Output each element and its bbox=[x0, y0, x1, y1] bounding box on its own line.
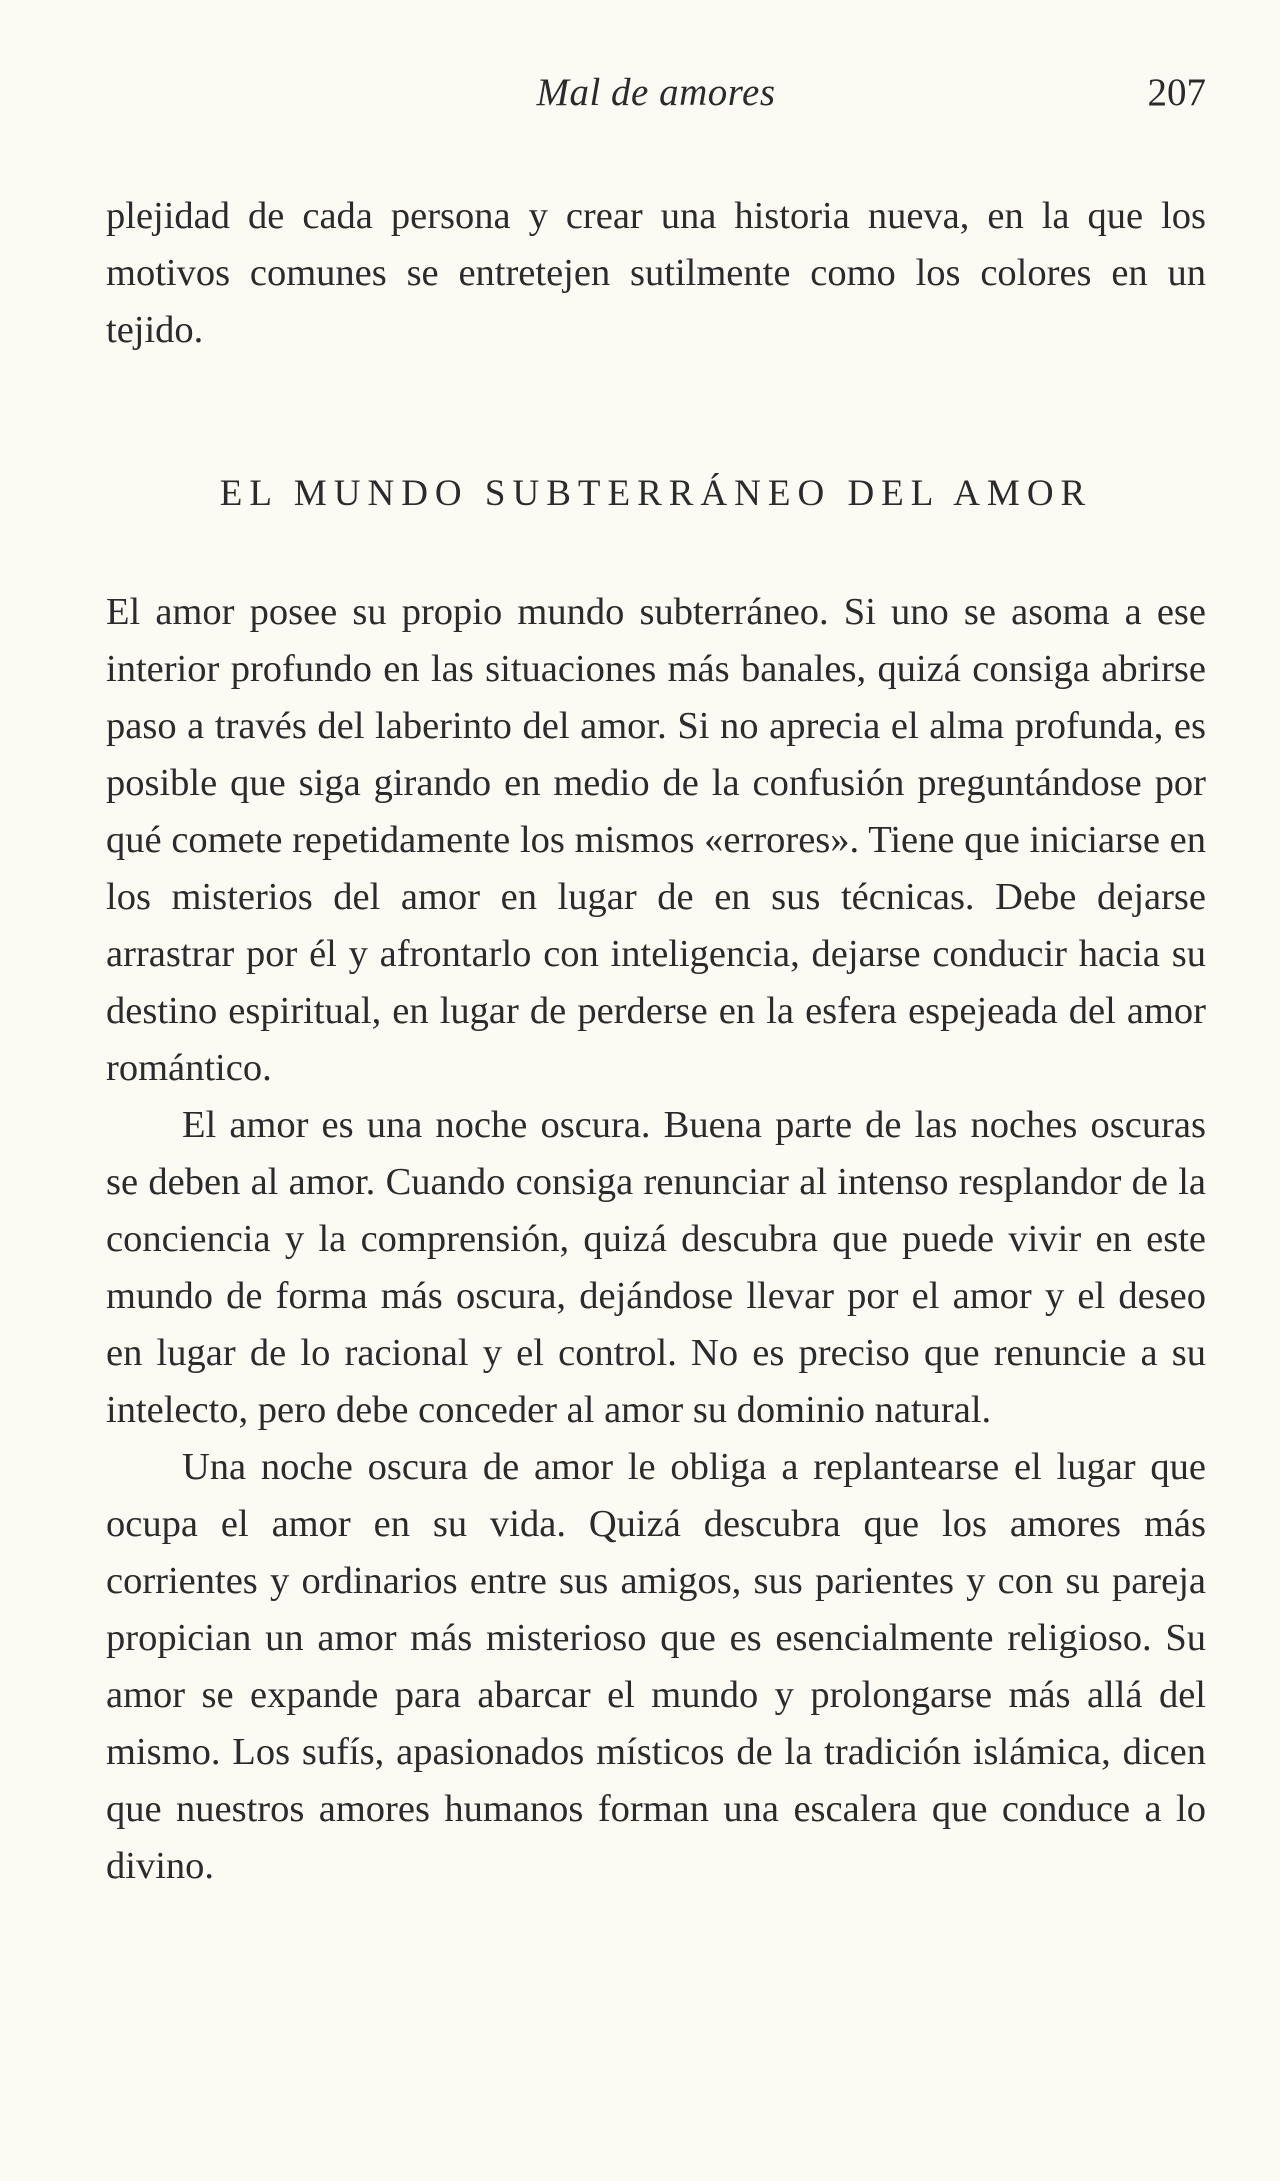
section-heading: EL MUNDO SUBTERRÁNEO DEL AMOR bbox=[219, 473, 1093, 514]
paragraph-2: El amor es una noche oscura. Buena parte de las noches oscuras se deben al amor. Cuando consiga renunciar al intenso resplandor de la conciencia y la comprensión, quizá descubra que puede vivir en este mundo de forma más oscura, dejándose llevar por el amor y el deseo en lugar de lo racional y el control. No es preciso que renuncie a su intelecto, pero debe conceder al amor su dominio natural. bbox=[106, 1104, 1206, 1431]
page-number: 207 bbox=[1147, 71, 1206, 114]
continuation-text bbox=[106, 188, 1206, 359]
paragraph-1: El amor posee su propio mundo subterráneo. Si uno se asoma a ese interior profundo en las situaciones más banales, quizá consiga abrirse paso a través del laberinto del amor. Si no aprecia el alma profunda, es posible que siga girando en medio de la confusión preguntándose por qué comete repetidamente los mismos «errores». Tiene que iniciarse en los misterios del amor en lugar de en sus técnicas. Debe dejarse arrastrar por él y afrontarlo con inteligencia, dejarse conducir hacia su destino espiritual, en lugar de perderse en la esfera espejeada del amor romántico. bbox=[106, 591, 1206, 1089]
section-body bbox=[106, 584, 1206, 1895]
continuation-paragraph: plejidad de cada persona y crear una historia nueva, en la que los motivos comunes se entretejen sutilmente como los colores en un tejido. bbox=[106, 195, 1206, 351]
running-title: Mal de amores bbox=[536, 71, 776, 114]
paragraph-3: Una noche oscura de amor le obliga a replantearse el lugar que ocupa el amor en su vida. Quizá descubra que los amores más corrientes y ordinarios entre sus amigos, sus parientes y con su pareja propician un amor más misterioso que es esencialmente religioso. Su amor se expande para abarcar el mundo y prolongarse más allá del mismo. Los sufís, apasionados místicos de la tradición islámica, dicen que nuestros amores humanos forman una escalera que conduce a lo divino. bbox=[106, 1446, 1206, 1887]
running-head bbox=[106, 70, 1206, 130]
